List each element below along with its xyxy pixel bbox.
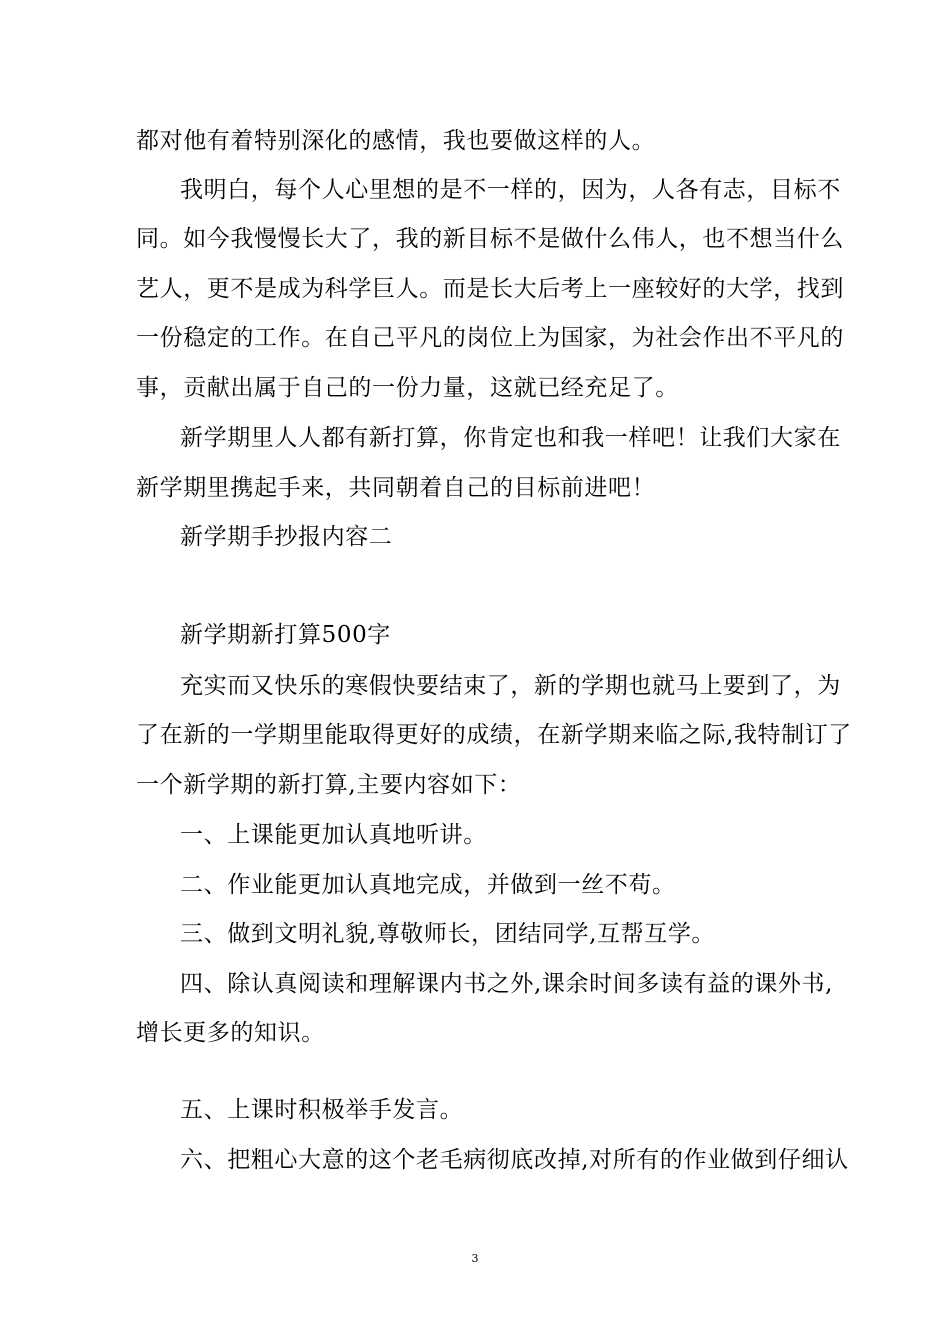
text-line: 一份稳定的工作。在自己平凡的岗位上为国家，为社会作出不平凡的	[136, 325, 844, 351]
article-title: 新学期新打算500字	[180, 622, 391, 648]
text-line: 新学期里携起手来，共同朝着自己的目标前进吧！	[136, 475, 656, 501]
text-line: 都对他有着特别深化的感情，我也要做这样的人。	[136, 128, 656, 154]
list-item: 三、做到文明礼貌,尊敬师长，团结同学,互帮互学。	[180, 921, 716, 947]
list-item: 五、上课时积极举手发言。	[180, 1097, 464, 1123]
text-line: 我明白，每个人心里想的是不一样的，因为，人各有志，目标不	[180, 177, 841, 203]
list-item: 六、把粗心大意的这个老毛病彻底改掉,对所有的作业做到仔细认	[180, 1147, 849, 1173]
text-line: 增长更多的知识。	[136, 1020, 325, 1046]
page-number: 3	[471, 1252, 479, 1265]
list-item: 四、除认真阅读和理解课内书之外,课余时间多读有益的课外书,	[180, 971, 834, 997]
list-item: 一、上课能更加认真地听讲。	[180, 822, 487, 848]
text-line: 了在新的一学期里能取得更好的成绩，在新学期来临之际,我特制订了	[136, 722, 852, 748]
text-line: 艺人，更不是成为科学巨人。而是长大后考上一座较好的大学，找到	[136, 276, 844, 302]
text-line: 同。如今我慢慢长大了，我的新目标不是做什么伟人，也不想当什么	[136, 226, 844, 252]
text-line: 一个新学期的新打算,主要内容如下：	[136, 772, 522, 798]
text-line: 事，贡献出属于自己的一份力量，这就已经充足了。	[136, 375, 679, 401]
text-line: 充实而又快乐的寒假快要结束了，新的学期也就马上要到了，为	[180, 673, 841, 699]
text-line: 新学期里人人都有新打算，你肯定也和我一样吧！让我们大家在	[180, 425, 841, 451]
section-heading: 新学期手抄报内容二	[180, 524, 393, 550]
list-item: 二、作业能更加认真地完成，并做到一丝不苟。	[180, 872, 676, 898]
